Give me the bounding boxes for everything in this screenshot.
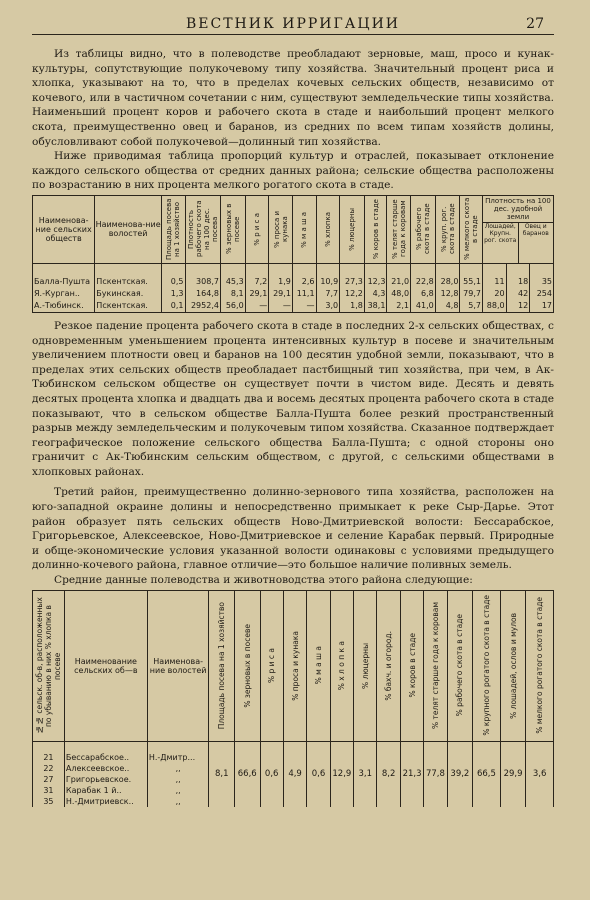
cell: 79,7 <box>460 288 483 300</box>
cell: 66,6 <box>234 741 260 807</box>
t1-header: % зерновых в посеве <box>224 204 241 255</box>
cell: Н.-Дмитр... <box>147 741 209 763</box>
cell: 42 <box>506 288 530 300</box>
cell: Пскентская. <box>95 276 162 288</box>
cell: ,, <box>147 785 209 796</box>
cell: Григорьевское. <box>64 774 147 785</box>
cell: 48,0 <box>387 288 411 300</box>
cell: Н.-Дмитриевск.. <box>64 796 147 807</box>
cell: Карабак 1 й.. <box>64 785 147 796</box>
cell: 254 <box>530 288 554 300</box>
t1-header: Лошадей, Крупн. рог. скота <box>483 223 519 263</box>
cell: 77,8 <box>424 741 447 807</box>
t1-header: % мелкого скота в стаде <box>463 198 480 261</box>
cell: 29,1 <box>245 288 269 300</box>
cell: 41,0 <box>411 300 436 313</box>
cell: 12,8 <box>435 288 460 300</box>
cell: 66,5 <box>473 741 501 807</box>
cell: 20 <box>482 288 506 300</box>
t2-header: Наименова-ние волостей <box>147 590 209 741</box>
cell: 308,7 <box>185 276 220 288</box>
journal-title: ВЕСТНИК ИРРИГАЦИИ <box>185 16 401 32</box>
cell: 0,6 <box>307 741 330 807</box>
cell: Балла-Пушта <box>33 276 95 288</box>
t1-header: Площадь посева на 1 хозяйство <box>165 198 182 261</box>
cell: 4,8 <box>435 300 460 313</box>
cell: 21,0 <box>387 276 411 288</box>
cell: 21 <box>33 741 65 763</box>
cell: 12,9 <box>330 741 353 807</box>
cell: Я.-Курган.. <box>33 288 95 300</box>
paragraph-4: Третий район, преимущественно долинно-зернового типа хозяйства, расположен на юго-западной окраине долины и непосредственно примыкает к реке Сыр-Дарье. Этот район образует пять сельских обществ Ново-Дмитриевской волости: Бессарабское, Григорьевское, Алексеевское, Ново-Дмитриевское и селение Карабак первый. Природные и обще-экономические условия указанной волости одинаковы с условиями предыдущего долинно-кочевого района, главное отличие—это большое наличие поливных земель. <box>32 486 554 572</box>
t2-header: % рабочего скота в стаде <box>455 614 465 717</box>
t2-header: % мелкого рогатого скота в стаде <box>535 597 545 734</box>
table-proportions-societies <box>32 195 554 313</box>
t2-header: % р и с а <box>267 648 277 684</box>
t1-header: % круп. рог. скота в стаде <box>439 204 456 255</box>
t2-header: % коров в стаде <box>407 633 417 698</box>
t2-header: % телят старше года к коровам <box>430 602 440 730</box>
cell: 4,9 <box>283 741 306 807</box>
paragraph-2: Ниже приводимая таблица пропорций культур и отраслей, показывает отклонение каждого сельского общества от средних данных района; сельские общества расположены по возрастанию в них процента мелкого рогатого скота в стаде. <box>32 150 554 192</box>
cell: ,, <box>147 763 209 774</box>
cell: 10,9 <box>316 276 340 288</box>
cell: 31 <box>33 785 65 796</box>
cell: 55,1 <box>460 276 483 288</box>
cell: А.-Тюбинск. <box>33 300 95 313</box>
cell: — <box>245 300 269 313</box>
cell: 8,2 <box>377 741 400 807</box>
t2-header: % проса и кунака <box>290 630 300 701</box>
t2-header: % м а ш а <box>313 646 323 685</box>
cell: 4,3 <box>364 288 387 300</box>
cell: ,, <box>147 796 209 807</box>
cell: 11,1 <box>292 288 316 300</box>
cell: 38,1 <box>364 300 387 313</box>
cell: 3,6 <box>526 741 554 807</box>
cell: 7,7 <box>316 288 340 300</box>
table-row <box>33 741 554 763</box>
cell: 2952,4 <box>185 300 220 313</box>
cell: 8,1 <box>209 741 235 807</box>
cell: 11 <box>482 276 506 288</box>
cell: 12,2 <box>340 288 365 300</box>
t1-header: % люцерны <box>348 208 356 251</box>
cell: 0,6 <box>260 741 283 807</box>
cell: 12,3 <box>364 276 387 288</box>
paragraph-3: Резкое падение процента рабочего скота в стаде в последних 2-х сельских обществах, с одновременным уменьшением процента интенсивных культур в посеве и значительным увеличением плотности овец и баранов на 100 десятин удобной земли, показывают, что в пределах этих сельских обществ преобладает пастбищный тип хозяйства, при чем, в Ак-Тюбинском сельском обществе он существует почти в чистом виде. Десять и девять десятых процента хлопка и двадцать два и восемь десятых процента рабочего скота в стаде показывают, что в сельском обществе Балла-Пушта более резкий пространственный разрыв между земледельческим и полукочевым типом хозяйства. Сказанное подтверждает географическое положение сельского общества Балла-Пушта; с одной стороны оно граничит с Ак-Тюбинским сельским обществом, с другой, с сельскими обществами в хлопковых районах. <box>32 319 554 478</box>
t1-header: % м а ш а <box>300 211 309 248</box>
cell: ,, <box>147 774 209 785</box>
cell: 8,1 <box>220 288 245 300</box>
cell: 22,8 <box>411 276 436 288</box>
table-row <box>33 276 554 288</box>
cell: 35 <box>33 796 65 807</box>
t2-header: % х л о п к а <box>337 640 347 691</box>
cell: — <box>292 300 316 313</box>
t2-header: % крупного рогатого скота в стаде <box>481 595 491 736</box>
page-number: 27 <box>526 16 544 32</box>
t1-header: % рабочего скота в стаде <box>414 204 431 255</box>
cell: 1,8 <box>340 300 365 313</box>
cell: 29,9 <box>500 741 526 807</box>
t1-header: % хлопка <box>323 212 332 247</box>
table-row <box>33 288 554 300</box>
table-third-district <box>32 590 554 807</box>
cell: 28,0 <box>435 276 460 288</box>
t2-header: % бахч. и огород. <box>384 630 394 701</box>
cell: 22 <box>33 763 65 774</box>
t1-header: % телят старше года к коровам <box>390 199 407 260</box>
cell: Бессарабское.. <box>64 741 147 763</box>
cell: 1,3 <box>161 288 185 300</box>
t1-header: % коров в стаде <box>371 199 380 260</box>
cell: 56,0 <box>220 300 245 313</box>
cell: 17 <box>530 300 554 313</box>
t2-header: % люцерны <box>360 642 370 689</box>
cell: 7,2 <box>245 276 269 288</box>
cell: 6,8 <box>411 288 436 300</box>
cell: 39,2 <box>447 741 473 807</box>
t1-header: Наименова-ние волостей <box>95 195 162 263</box>
cell: 12 <box>506 300 530 313</box>
cell: 29,1 <box>269 288 293 300</box>
cell: 2,1 <box>387 300 411 313</box>
paragraph-5: Средние данные полеводства и животноводства этого района следующие: <box>54 574 473 587</box>
t1-header: Плотность на 100 дес. удобной земли <box>483 196 553 223</box>
t1-header: % проса и кунака <box>272 210 289 248</box>
cell: 0,1 <box>161 300 185 313</box>
paragraph-1: Из таблицы видно, что в полеводстве преобладают зерновые, маш, просо и кунак-культуры, сопутствующие полукочевому типу хозяйства. Значительный процент риса и хлопка, указывают на то, что в пределах кочевых сельских обществ, независимо от кочевого, или в частичном сочетании с ним, существуют земледельческие типы хозяйства. Наименьший процент коров и рабочего скота в стаде и наибольший процент мелкого скота, преимущественно овец и баранов, из средних по всем типам хозяйств долины, обусловливают собой полукочевой—долинный тип хозяйства. <box>32 48 554 148</box>
cell: 1,9 <box>269 276 293 288</box>
t2-header: Площадь посева на 1 хозяйство <box>217 602 227 730</box>
running-header <box>32 10 554 35</box>
cell: 88,0 <box>482 300 506 313</box>
cell: 3,0 <box>316 300 340 313</box>
cell: Пскентская. <box>95 300 162 313</box>
cell: Букинская. <box>95 288 162 300</box>
t2-header: №№ сельск. об-в, расположенных по убыванию в них % хлопка в посеве <box>34 597 62 735</box>
cell: 18 <box>506 276 530 288</box>
table-row <box>33 300 554 313</box>
cell: 27 <box>33 774 65 785</box>
t1-header: Наименова-ние сельских обществ <box>33 195 95 263</box>
cell: 164,8 <box>185 288 220 300</box>
cell: 2,6 <box>292 276 316 288</box>
cell: 45,3 <box>220 276 245 288</box>
cell: Алексеевское.. <box>64 763 147 774</box>
t1-header: Плотность рабочего скота на 100 дес. посева <box>186 201 219 258</box>
t2-header: % лошадей, ослов и мулов <box>508 612 518 719</box>
cell: 3,1 <box>354 741 377 807</box>
t2-header: Наименование сельских об—в <box>64 590 147 741</box>
cell: 27,3 <box>340 276 365 288</box>
cell: 35 <box>530 276 554 288</box>
cell: 0,5 <box>161 276 185 288</box>
cell: 21,3 <box>400 741 423 807</box>
t1-header: Овец и баранов <box>522 222 549 237</box>
t2-header: % зерновых в посеве <box>242 623 252 708</box>
cell: — <box>269 300 293 313</box>
cell: 5,7 <box>460 300 483 313</box>
t1-header: % р и с а <box>252 213 261 246</box>
